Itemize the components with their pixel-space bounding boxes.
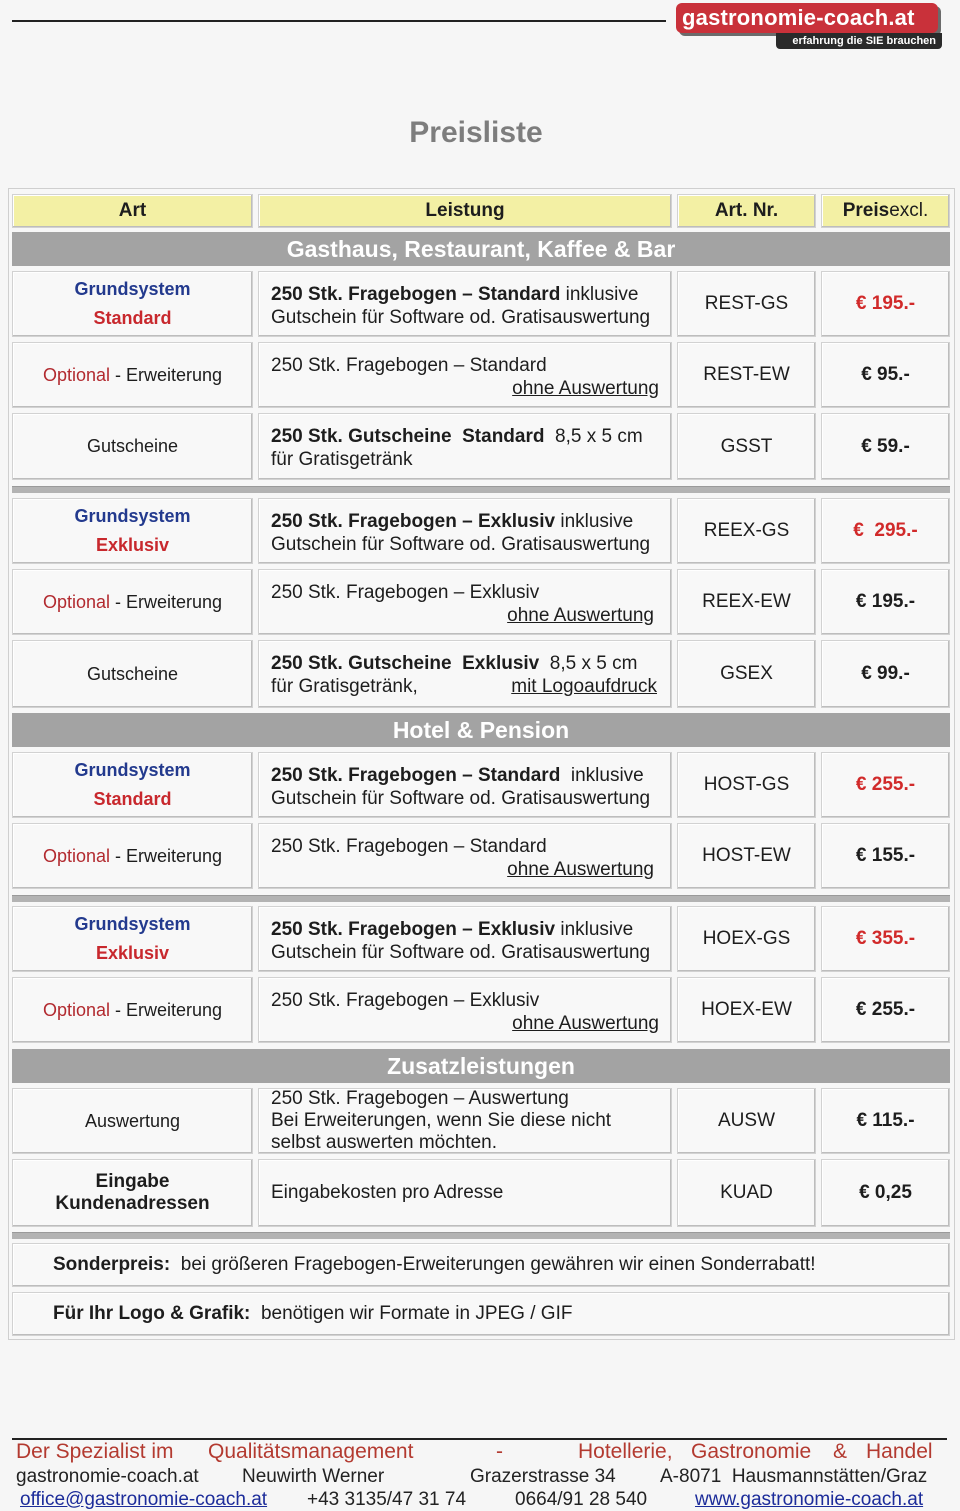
row1-leistung	[258, 271, 672, 337]
footer-slogan-2: Qualitätsmanagement	[208, 1440, 414, 1463]
row10-art	[12, 977, 253, 1043]
row5-leistung	[258, 569, 672, 635]
row5-leistung-line2: ohne Auswertung	[507, 605, 654, 626]
footer-phone2: 0664/91 28 540	[515, 1489, 648, 1510]
note-sonderpreis	[12, 1243, 950, 1287]
footer-phone1: +43 3135/47 31 74	[307, 1489, 467, 1510]
row1-art-line2: Standard	[93, 308, 172, 328]
row5-preis: € 195.-	[821, 569, 950, 635]
row9-art-line2: Exklusiv	[95, 943, 170, 963]
row7-leistung	[258, 752, 672, 818]
row11-leistung	[258, 1088, 672, 1154]
note-logo	[12, 1292, 950, 1336]
page-title: Preisliste	[409, 116, 543, 149]
row11-leistung-line1: 250 Stk. Fragebogen – Auswertung	[271, 1088, 569, 1109]
row8-art	[12, 823, 253, 889]
row7-leistung-bold: 250 Stk. Fragebogen – Standard	[271, 765, 561, 786]
row3-artnr: GSST	[677, 413, 816, 480]
section-hotel: Hotel & Pension	[12, 713, 950, 747]
row9-leistung-rest: inklusive	[555, 919, 634, 940]
row1-artnr: REST-GS	[677, 271, 816, 337]
header-art: Art	[12, 194, 253, 228]
header-leistung: Leistung	[258, 194, 672, 228]
footer-street: Grazerstrasse 34	[470, 1466, 616, 1487]
footer-slogan-1: Der Spezialist im	[16, 1440, 174, 1463]
row12-art	[12, 1159, 253, 1227]
row4-leistung-bold: 250 Stk. Fragebogen – Exklusiv	[271, 511, 556, 532]
row10-leistung	[258, 977, 672, 1043]
row6-leistung	[258, 640, 672, 708]
footer-site: gastronomie-coach.at	[16, 1466, 199, 1487]
row5-art-erweiterung: - Erweiterung	[110, 591, 223, 612]
row1-leistung-rest: inklusive	[560, 284, 639, 305]
row2-leistung-line2: ohne Auswertung	[512, 378, 659, 399]
brand-logo	[676, 3, 946, 49]
row1-leistung-bold: 250 Stk. Fragebogen – Standard	[271, 284, 561, 305]
header-preis-bold: Preis	[842, 200, 890, 221]
row6-art: Gutscheine	[12, 640, 253, 708]
row11-leistung-line3: selbst auswerten möchten.	[271, 1132, 498, 1153]
row8-leistung	[258, 823, 672, 889]
footer-email-link[interactable]: office@gastronomie-coach.at	[20, 1489, 268, 1510]
footer-slogan-7: Handel	[866, 1440, 933, 1463]
separator-3	[12, 1232, 950, 1239]
row5-art-optional: Optional	[42, 591, 110, 612]
row1-preis: € 195.-	[821, 271, 950, 337]
row3-art: Gutscheine	[12, 413, 253, 480]
row9-artnr: HOEX-GS	[677, 906, 816, 972]
row2-preis: € 95.-	[821, 342, 950, 408]
row4-art-line2: Exklusiv	[95, 535, 170, 555]
row7-leistung-line2: Gutschein für Software od. Gratisauswertung	[271, 788, 651, 809]
row12-preis: € 0,25	[821, 1159, 950, 1227]
footer-name: Neuwirth Werner	[242, 1466, 385, 1487]
note-logo-text: benötigen wir Formate in JPEG / GIF	[260, 1303, 573, 1324]
row4-preis: € 295.-	[821, 498, 950, 564]
row10-leistung-line1: 250 Stk. Fragebogen – Exklusiv	[271, 990, 540, 1011]
row7-leistung-rest: inklusive	[560, 765, 644, 786]
row9-art-line1: Grundsystem	[74, 914, 191, 934]
row4-artnr: REEX-GS	[677, 498, 816, 564]
row8-art-optional: Optional	[42, 845, 110, 866]
row3-leistung	[258, 413, 672, 480]
row8-artnr: HOST-EW	[677, 823, 816, 889]
row3-leistung-bold: 250 Stk. Gutscheine Standard	[271, 426, 545, 447]
row2-art-erweiterung: - Erweiterung	[110, 364, 223, 385]
row12-art-line2: Kundenadressen	[55, 1193, 210, 1214]
row2-art-optional: Optional	[42, 364, 110, 385]
row7-art-line2: Standard	[93, 789, 172, 809]
row4-art-line1: Grundsystem	[74, 506, 191, 526]
row6-leistung-bold: 250 Stk. Gutscheine Exklusiv	[271, 653, 540, 674]
row11-art: Auswertung	[12, 1088, 253, 1154]
row2-art	[12, 342, 253, 408]
section-zusatz: Zusatzleistungen	[12, 1049, 950, 1083]
section-gasthaus: Gasthaus, Restaurant, Kaffee & Bar	[12, 232, 950, 266]
row6-leistung-rest: 8,5 x 5 cm	[539, 653, 638, 674]
footer-slogan-5: Gastronomie	[691, 1440, 812, 1463]
row9-preis: € 355.-	[821, 906, 950, 972]
footer-slogan-3: -	[496, 1440, 503, 1463]
row4-leistung-line2: Gutschein für Software od. Gratisauswertung	[271, 534, 651, 555]
row10-art-erweiterung: - Erweiterung	[110, 999, 223, 1020]
row3-leistung-rest: 8,5 x 5 cm	[544, 426, 643, 447]
logo-brand-text: gastronomie-coach.at	[676, 3, 938, 33]
row6-leistung-line2a: für Gratisgetränk,	[271, 676, 418, 697]
row9-leistung-bold: 250 Stk. Fragebogen – Exklusiv	[271, 919, 556, 940]
row10-art-optional: Optional	[42, 999, 110, 1020]
row6-preis: € 99.-	[821, 640, 950, 708]
row1-art-line1: Grundsystem	[74, 279, 191, 299]
row10-preis: € 255.-	[821, 977, 950, 1043]
row8-leistung-line1: 250 Stk. Fragebogen – Standard	[271, 836, 547, 857]
header-preis	[821, 194, 950, 228]
row2-leistung	[258, 342, 672, 408]
row7-art-line1: Grundsystem	[74, 760, 191, 780]
row12-artnr: KUAD	[677, 1159, 816, 1227]
row12-leistung: Eingabekosten pro Adresse	[258, 1159, 672, 1227]
row2-leistung-line1: 250 Stk. Fragebogen – Standard	[271, 355, 547, 376]
row12-art-line1: Eingabe	[95, 1171, 170, 1192]
footer-slogan-6: &	[833, 1440, 848, 1463]
header-artnr: Art. Nr.	[677, 194, 816, 228]
row11-leistung-line2: Bei Erweiterungen, wenn Sie diese nicht	[271, 1110, 612, 1131]
separator-1	[12, 486, 950, 493]
row3-preis: € 59.-	[821, 413, 950, 480]
row4-art	[12, 498, 253, 564]
row5-leistung-line1: 250 Stk. Fragebogen – Exklusiv	[271, 582, 540, 603]
row8-leistung-line2: ohne Auswertung	[507, 859, 654, 880]
note-sonderpreis-label: Sonderpreis:	[53, 1254, 171, 1275]
row9-leistung-line2: Gutschein für Software od. Gratisauswertung	[271, 942, 651, 963]
row10-artnr: HOEX-EW	[677, 977, 816, 1043]
row3-leistung-line2: für Gratisgetränk	[271, 449, 413, 470]
row4-leistung	[258, 498, 672, 564]
row8-art-erweiterung: - Erweiterung	[110, 845, 223, 866]
top-rule	[12, 20, 666, 22]
row6-artnr: GSEX	[677, 640, 816, 708]
row7-preis: € 255.-	[821, 752, 950, 818]
row5-art	[12, 569, 253, 635]
row9-leistung	[258, 906, 672, 972]
footer-city: A-8071 Hausmannstätten/Graz	[660, 1466, 928, 1487]
row5-artnr: REEX-EW	[677, 569, 816, 635]
row4-leistung-rest: inklusive	[555, 511, 634, 532]
header-preis-rest: excl.	[889, 200, 929, 221]
row11-artnr: AUSW	[677, 1088, 816, 1154]
row7-art	[12, 752, 253, 818]
row1-leistung-line2: Gutschein für Software od. Gratisauswertung	[271, 307, 651, 328]
row2-artnr: REST-EW	[677, 342, 816, 408]
row9-art	[12, 906, 253, 972]
row8-preis: € 155.-	[821, 823, 950, 889]
row1-art	[12, 271, 253, 337]
note-logo-label: Für Ihr Logo & Grafik:	[53, 1303, 251, 1324]
footer-web-link[interactable]: www.gastronomie-coach.at	[695, 1489, 924, 1510]
note-sonderpreis-text: bei größeren Fragebogen-Erweiterungen gewähren wir einen Sonderrabatt!	[180, 1254, 816, 1275]
row6-leistung-line2b: mit Logoaufdruck	[511, 676, 657, 697]
row11-preis: € 115.-	[821, 1088, 950, 1154]
footer-slogan-4: Hotellerie,	[578, 1440, 673, 1463]
separator-2	[12, 895, 950, 902]
row7-artnr: HOST-GS	[677, 752, 816, 818]
row10-leistung-line2: ohne Auswertung	[512, 1013, 659, 1034]
logo-slogan: erfahrung die SIE brauchen	[776, 33, 942, 49]
